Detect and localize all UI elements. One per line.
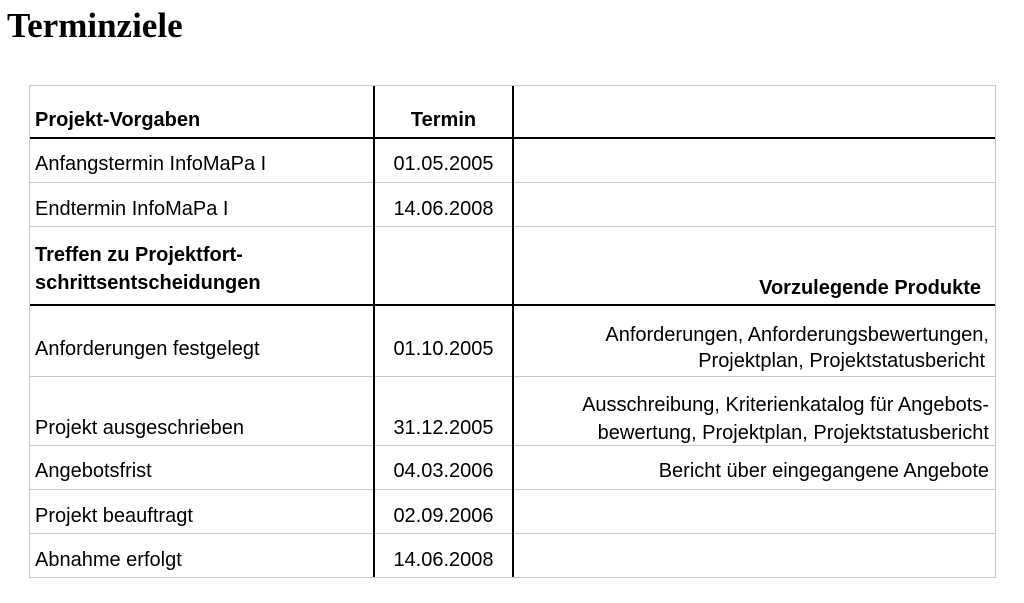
milestone-products-line1: Ausschreibung, Kriterienkatalog für Angebots- bbox=[582, 394, 989, 416]
milestone-date: 04.03.2006 bbox=[393, 460, 494, 482]
header-projekt-vorgaben: Projekt-Vorgaben bbox=[35, 109, 201, 131]
milestone-date: 02.09.2006 bbox=[393, 505, 494, 527]
milestone-label: Projekt beauftragt bbox=[35, 505, 193, 527]
milestone-date: 01.10.2005 bbox=[393, 338, 494, 360]
section-label-line1: Treffen zu Projektfort- bbox=[35, 244, 243, 266]
milestone-date: 14.06.2008 bbox=[393, 549, 494, 571]
milestone-products-line1: Anforderungen, Anforderungsbewertungen, bbox=[605, 324, 989, 346]
row-label: Anfangstermin InfoMaPa I bbox=[35, 153, 267, 175]
milestone-products-line2: Projektplan, Projektstatusbericht bbox=[698, 350, 985, 372]
milestone-label: Projekt ausgeschrieben bbox=[35, 417, 245, 439]
milestone-label: Abnahme erfolgt bbox=[35, 549, 182, 571]
section-label-line2: schrittsentscheidungen bbox=[35, 272, 261, 294]
header-termin: Termin bbox=[410, 109, 477, 131]
header-vorzulegende-produkte: Vorzulegende Produkte bbox=[759, 277, 981, 299]
milestone-products-line1: Bericht über eingegangene Angebote bbox=[658, 460, 989, 482]
milestone-label: Anforderungen festgelegt bbox=[35, 338, 260, 360]
column-divider bbox=[512, 86, 514, 577]
milestone-label: Angebotsfrist bbox=[35, 460, 152, 482]
milestone-date: 31.12.2005 bbox=[393, 417, 494, 439]
row-date: 01.05.2005 bbox=[393, 153, 494, 175]
row-date: 14.06.2008 bbox=[393, 198, 494, 220]
row-label: Endtermin InfoMaPa I bbox=[35, 198, 229, 220]
milestone-products-line2: bewertung, Projektplan, Projektstatusbericht bbox=[597, 422, 989, 444]
page-title: Terminziele bbox=[7, 6, 183, 45]
schedule-table bbox=[29, 85, 996, 578]
